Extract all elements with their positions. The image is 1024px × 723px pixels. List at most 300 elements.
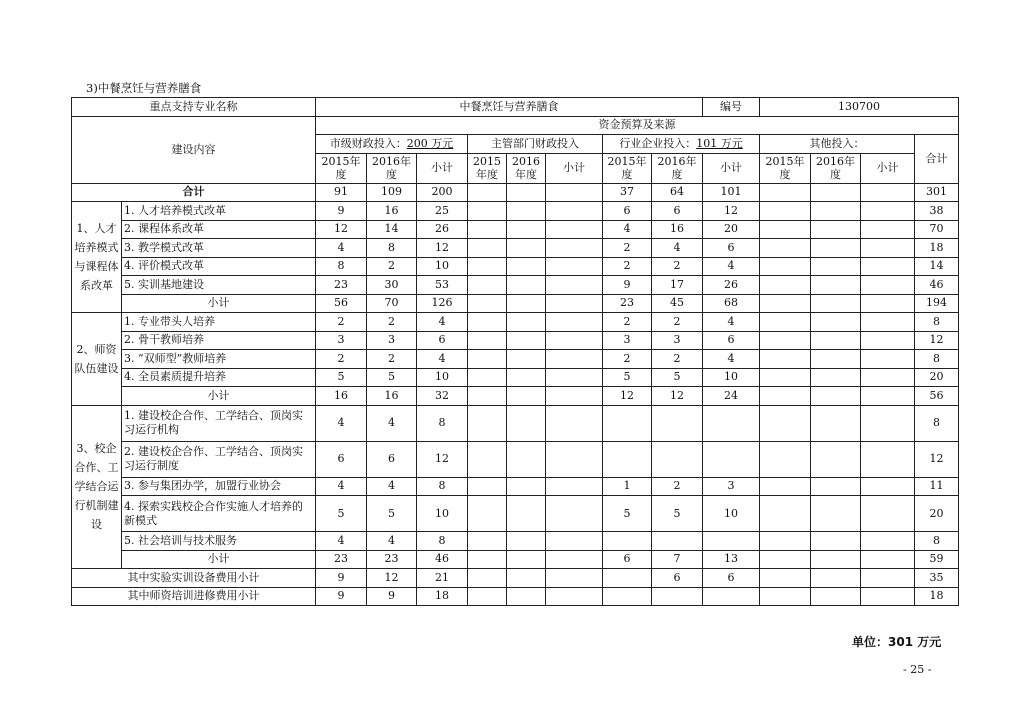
- value-cell: [546, 569, 603, 588]
- value-cell: 14: [915, 257, 959, 276]
- value-cell: [652, 405, 703, 441]
- value-cell: [468, 276, 507, 295]
- code-label: 编号: [703, 98, 760, 117]
- value-cell: 10: [417, 496, 468, 532]
- value-cell: [861, 313, 915, 332]
- value-cell: 21: [417, 569, 468, 588]
- value-cell: [468, 183, 507, 202]
- value-cell: [507, 276, 546, 295]
- value-cell: 4: [316, 405, 367, 441]
- value-cell: [468, 331, 507, 350]
- value-cell: 3: [652, 331, 703, 350]
- value-cell: [861, 477, 915, 496]
- value-cell: 23: [603, 294, 652, 313]
- source-amount: 101 万元: [696, 136, 743, 150]
- value-cell: 20: [915, 496, 959, 532]
- value-cell: 8: [915, 405, 959, 441]
- value-cell: [760, 569, 811, 588]
- table-row: [72, 276, 959, 295]
- extra-row: [72, 569, 959, 588]
- value-cell: [507, 202, 546, 221]
- value-cell: [546, 350, 603, 369]
- source-header: [760, 135, 915, 154]
- value-cell: [811, 276, 861, 295]
- value-cell: 3: [367, 331, 417, 350]
- value-cell: [760, 587, 811, 606]
- value-cell: 2: [367, 257, 417, 276]
- item-label: 5. 实训基地建设: [122, 276, 316, 295]
- value-cell: 6: [316, 441, 367, 477]
- value-cell: [507, 496, 546, 532]
- value-cell: [546, 477, 603, 496]
- value-cell: 12: [367, 569, 417, 588]
- value-cell: 6: [367, 441, 417, 477]
- item-label: 1. 建设校企合作、工学结合、顶岗实习运行机构: [122, 405, 316, 441]
- value-cell: [546, 387, 603, 406]
- value-cell: 4: [316, 239, 367, 258]
- value-cell: [703, 405, 760, 441]
- value-cell: [760, 387, 811, 406]
- value-cell: [546, 276, 603, 295]
- value-cell: 101: [703, 183, 760, 202]
- category-name: 1、人才培养模式与课程体系改革: [72, 202, 122, 313]
- value-cell: [861, 387, 915, 406]
- value-cell: 4: [652, 239, 703, 258]
- value-cell: 9: [603, 276, 652, 295]
- value-cell: 12: [417, 441, 468, 477]
- value-cell: [468, 350, 507, 369]
- extra-row: [72, 587, 959, 606]
- value-cell: 4: [703, 313, 760, 332]
- subtotal-label: 小计: [122, 294, 316, 313]
- value-cell: [652, 587, 703, 606]
- value-cell: 3: [703, 477, 760, 496]
- subtotal-row: [72, 387, 959, 406]
- header-row-1: [72, 116, 959, 135]
- value-cell: 16: [316, 387, 367, 406]
- table-row: [72, 220, 959, 239]
- extra-label: 其中师资培训进修费用小计: [72, 587, 316, 606]
- value-cell: 46: [417, 550, 468, 569]
- value-cell: 8: [915, 350, 959, 369]
- table-row: [72, 441, 959, 477]
- item-label: 4. 全员素质提升培养: [122, 368, 316, 387]
- table-row: [72, 350, 959, 369]
- value-cell: 12: [915, 331, 959, 350]
- year-2016-header: 2016年度: [507, 153, 546, 183]
- value-cell: 53: [417, 276, 468, 295]
- value-cell: 6: [652, 202, 703, 221]
- value-cell: 2: [652, 477, 703, 496]
- value-cell: 13: [703, 550, 760, 569]
- value-cell: 16: [367, 387, 417, 406]
- value-cell: 5: [652, 496, 703, 532]
- value-cell: [468, 202, 507, 221]
- value-cell: 4: [703, 257, 760, 276]
- value-cell: [861, 496, 915, 532]
- value-cell: 2: [603, 257, 652, 276]
- value-cell: [468, 368, 507, 387]
- value-cell: 4: [603, 220, 652, 239]
- value-cell: [811, 350, 861, 369]
- value-cell: [546, 220, 603, 239]
- value-cell: 8: [417, 477, 468, 496]
- value-cell: [546, 441, 603, 477]
- value-cell: 23: [316, 550, 367, 569]
- value-cell: [652, 532, 703, 551]
- value-cell: 59: [915, 550, 959, 569]
- value-cell: 12: [703, 202, 760, 221]
- item-label: 1. 专业带头人培养: [122, 313, 316, 332]
- value-cell: [760, 276, 811, 295]
- value-cell: 20: [915, 368, 959, 387]
- value-cell: [861, 220, 915, 239]
- value-cell: [861, 441, 915, 477]
- item-label: 5. 社会培训与技术服务: [122, 532, 316, 551]
- grand-total-row: [72, 183, 959, 202]
- value-cell: [760, 405, 811, 441]
- value-cell: 2: [316, 313, 367, 332]
- code-value: 130700: [760, 98, 959, 117]
- value-cell: 5: [367, 368, 417, 387]
- value-cell: [468, 387, 507, 406]
- year-2016-header: 2016年度: [367, 153, 417, 183]
- value-cell: [811, 387, 861, 406]
- value-cell: 2: [367, 350, 417, 369]
- value-cell: [507, 313, 546, 332]
- major-name: 中餐烹饪与营养膳食: [316, 98, 703, 117]
- year-2015-header: 2015年度: [468, 153, 507, 183]
- value-cell: 194: [915, 294, 959, 313]
- item-label: 4. 评价模式改革: [122, 257, 316, 276]
- value-cell: 32: [417, 387, 468, 406]
- value-cell: 35: [915, 569, 959, 588]
- value-cell: 7: [652, 550, 703, 569]
- value-cell: 2: [652, 350, 703, 369]
- item-label: 2. 骨干教师培养: [122, 331, 316, 350]
- value-cell: [468, 587, 507, 606]
- value-cell: [546, 331, 603, 350]
- value-cell: 6: [603, 550, 652, 569]
- value-cell: 5: [367, 496, 417, 532]
- source-label: 主管部门财政投入: [491, 136, 579, 150]
- value-cell: 4: [367, 532, 417, 551]
- value-cell: 64: [652, 183, 703, 202]
- value-cell: 9: [316, 569, 367, 588]
- value-cell: 10: [417, 368, 468, 387]
- value-cell: [546, 294, 603, 313]
- source-label: 行业企业投入：: [619, 136, 697, 150]
- value-cell: [546, 183, 603, 202]
- value-cell: 8: [915, 532, 959, 551]
- value-cell: [507, 368, 546, 387]
- value-cell: [468, 496, 507, 532]
- value-cell: [507, 550, 546, 569]
- value-cell: [861, 587, 915, 606]
- value-cell: [861, 294, 915, 313]
- value-cell: [760, 368, 811, 387]
- value-cell: 6: [603, 202, 652, 221]
- value-cell: 6: [417, 331, 468, 350]
- value-cell: 6: [703, 331, 760, 350]
- value-cell: 8: [316, 257, 367, 276]
- category-name: 2、师资队伍建设: [72, 313, 122, 406]
- value-cell: [507, 220, 546, 239]
- value-cell: 23: [367, 550, 417, 569]
- value-cell: [546, 239, 603, 258]
- value-cell: [468, 313, 507, 332]
- value-cell: [507, 405, 546, 441]
- value-cell: [861, 276, 915, 295]
- value-cell: 4: [703, 350, 760, 369]
- value-cell: [811, 239, 861, 258]
- value-cell: 18: [915, 587, 959, 606]
- value-cell: 24: [703, 387, 760, 406]
- value-cell: 9: [316, 587, 367, 606]
- value-cell: [811, 550, 861, 569]
- value-cell: 8: [417, 532, 468, 551]
- year-2015-header: 2015年度: [316, 153, 367, 183]
- value-cell: 3: [316, 331, 367, 350]
- value-cell: [811, 202, 861, 221]
- value-cell: 5: [603, 368, 652, 387]
- value-cell: [811, 569, 861, 588]
- value-cell: [507, 350, 546, 369]
- value-cell: [861, 257, 915, 276]
- year-2015-header: 2015年度: [760, 153, 811, 183]
- item-label: 3. 参与集团办学，加盟行业协会: [122, 477, 316, 496]
- value-cell: [811, 368, 861, 387]
- table-row: [72, 202, 959, 221]
- value-cell: 11: [915, 477, 959, 496]
- value-cell: [811, 441, 861, 477]
- value-cell: [703, 441, 760, 477]
- value-cell: [603, 587, 652, 606]
- value-cell: [507, 569, 546, 588]
- value-cell: [811, 313, 861, 332]
- value-cell: [861, 368, 915, 387]
- value-cell: [468, 532, 507, 551]
- value-cell: [861, 350, 915, 369]
- value-cell: [468, 405, 507, 441]
- value-cell: [507, 257, 546, 276]
- value-cell: [811, 257, 861, 276]
- value-cell: 8: [367, 239, 417, 258]
- value-cell: [507, 239, 546, 258]
- year-2015-header: 2015年度: [603, 153, 652, 183]
- value-cell: [507, 294, 546, 313]
- category-name: 3、校企合作、工学结合运行机制建设: [72, 405, 122, 569]
- year-2016-header: 2016年度: [652, 153, 703, 183]
- value-cell: [760, 532, 811, 551]
- value-cell: 38: [915, 202, 959, 221]
- source-header: [468, 135, 603, 154]
- value-cell: 2: [603, 313, 652, 332]
- item-label: 4. 探索实践校企合作实施人才培养的新模式: [122, 496, 316, 532]
- value-cell: [546, 405, 603, 441]
- value-cell: 23: [316, 276, 367, 295]
- value-cell: [603, 405, 652, 441]
- value-cell: 68: [703, 294, 760, 313]
- item-label: 1. 人才培养模式改革: [122, 202, 316, 221]
- value-cell: [760, 202, 811, 221]
- major-row: [72, 98, 959, 117]
- table-row: [72, 313, 959, 332]
- value-cell: [507, 532, 546, 551]
- value-cell: 4: [367, 477, 417, 496]
- value-cell: 45: [652, 294, 703, 313]
- value-cell: [546, 257, 603, 276]
- value-cell: [760, 220, 811, 239]
- value-cell: 5: [316, 368, 367, 387]
- total-header: 合计: [915, 135, 959, 184]
- value-cell: 2: [652, 313, 703, 332]
- value-cell: 301: [915, 183, 959, 202]
- value-cell: [760, 257, 811, 276]
- value-cell: [811, 532, 861, 551]
- year-2016-header: 2016年度: [811, 153, 861, 183]
- value-cell: [760, 477, 811, 496]
- value-cell: 91: [316, 183, 367, 202]
- value-cell: [468, 569, 507, 588]
- value-cell: 4: [417, 313, 468, 332]
- value-cell: [468, 220, 507, 239]
- value-cell: 8: [417, 405, 468, 441]
- value-cell: 56: [316, 294, 367, 313]
- table-row: [72, 239, 959, 258]
- value-cell: [546, 202, 603, 221]
- value-cell: [468, 257, 507, 276]
- value-cell: 18: [417, 587, 468, 606]
- value-cell: 5: [603, 496, 652, 532]
- value-cell: [760, 496, 811, 532]
- source-header: [316, 135, 468, 154]
- value-cell: [811, 587, 861, 606]
- subtotal-header: 小计: [417, 153, 468, 183]
- value-cell: 10: [703, 496, 760, 532]
- value-cell: 2: [652, 257, 703, 276]
- value-cell: [507, 477, 546, 496]
- value-cell: [760, 350, 811, 369]
- table-row: [72, 257, 959, 276]
- grand-total-label: 合计: [72, 183, 316, 202]
- value-cell: 10: [703, 368, 760, 387]
- value-cell: [861, 405, 915, 441]
- value-cell: [811, 405, 861, 441]
- value-cell: [507, 441, 546, 477]
- value-cell: [861, 532, 915, 551]
- source-amount: 200 万元: [406, 136, 454, 150]
- value-cell: [861, 183, 915, 202]
- value-cell: 4: [316, 477, 367, 496]
- page-number: - 25 -: [903, 663, 932, 676]
- value-cell: 8: [915, 313, 959, 332]
- value-cell: 2: [603, 350, 652, 369]
- value-cell: [760, 294, 811, 313]
- subtotal-header: 小计: [546, 153, 603, 183]
- value-cell: 9: [316, 202, 367, 221]
- value-cell: [603, 569, 652, 588]
- value-cell: [760, 313, 811, 332]
- value-cell: [760, 331, 811, 350]
- value-cell: [811, 477, 861, 496]
- table-row: [72, 331, 959, 350]
- value-cell: [811, 183, 861, 202]
- value-cell: 1: [603, 477, 652, 496]
- value-cell: 6: [703, 239, 760, 258]
- subtotal-header: 小计: [861, 153, 915, 183]
- item-label: 3. 教学模式改革: [122, 239, 316, 258]
- value-cell: [546, 496, 603, 532]
- value-cell: [546, 532, 603, 551]
- value-cell: 16: [652, 220, 703, 239]
- value-cell: [861, 239, 915, 258]
- value-cell: [468, 441, 507, 477]
- value-cell: 70: [367, 294, 417, 313]
- value-cell: [468, 239, 507, 258]
- value-cell: 17: [652, 276, 703, 295]
- value-cell: 70: [915, 220, 959, 239]
- value-cell: 126: [417, 294, 468, 313]
- source-header: [603, 135, 760, 154]
- value-cell: [507, 387, 546, 406]
- value-cell: 3: [603, 331, 652, 350]
- value-cell: [468, 550, 507, 569]
- value-cell: 109: [367, 183, 417, 202]
- value-cell: [760, 239, 811, 258]
- value-cell: [861, 202, 915, 221]
- value-cell: [703, 532, 760, 551]
- source-label: 其他投入：: [809, 136, 865, 150]
- value-cell: 26: [417, 220, 468, 239]
- section-title: 3)中餐烹饪与营养膳食: [86, 81, 202, 95]
- value-cell: 5: [652, 368, 703, 387]
- value-cell: [507, 331, 546, 350]
- content-label: 建设内容: [72, 116, 316, 183]
- value-cell: 4: [316, 532, 367, 551]
- value-cell: [468, 294, 507, 313]
- value-cell: 12: [603, 387, 652, 406]
- value-cell: 30: [367, 276, 417, 295]
- subtotal-label: 小计: [122, 387, 316, 406]
- value-cell: 4: [367, 405, 417, 441]
- value-cell: 2: [367, 313, 417, 332]
- value-cell: [603, 532, 652, 551]
- value-cell: [811, 220, 861, 239]
- source-label: 市级财政投入：: [329, 136, 407, 150]
- value-cell: 26: [703, 276, 760, 295]
- value-cell: 4: [417, 350, 468, 369]
- value-cell: [546, 313, 603, 332]
- subtotal-row: [72, 294, 959, 313]
- value-cell: 25: [417, 202, 468, 221]
- value-cell: 10: [417, 257, 468, 276]
- budget-table: [71, 97, 959, 606]
- value-cell: [811, 294, 861, 313]
- value-cell: [811, 331, 861, 350]
- subtotal-label: 小计: [122, 550, 316, 569]
- value-cell: 200: [417, 183, 468, 202]
- value-cell: 6: [703, 569, 760, 588]
- value-cell: 12: [652, 387, 703, 406]
- table-row: [72, 405, 959, 441]
- value-cell: 5: [316, 496, 367, 532]
- table-row: [72, 477, 959, 496]
- value-cell: 12: [417, 239, 468, 258]
- item-label: 2. 建设校企合作、工学结合、顶岗实习运行制度: [122, 441, 316, 477]
- table-row: [72, 368, 959, 387]
- value-cell: [861, 331, 915, 350]
